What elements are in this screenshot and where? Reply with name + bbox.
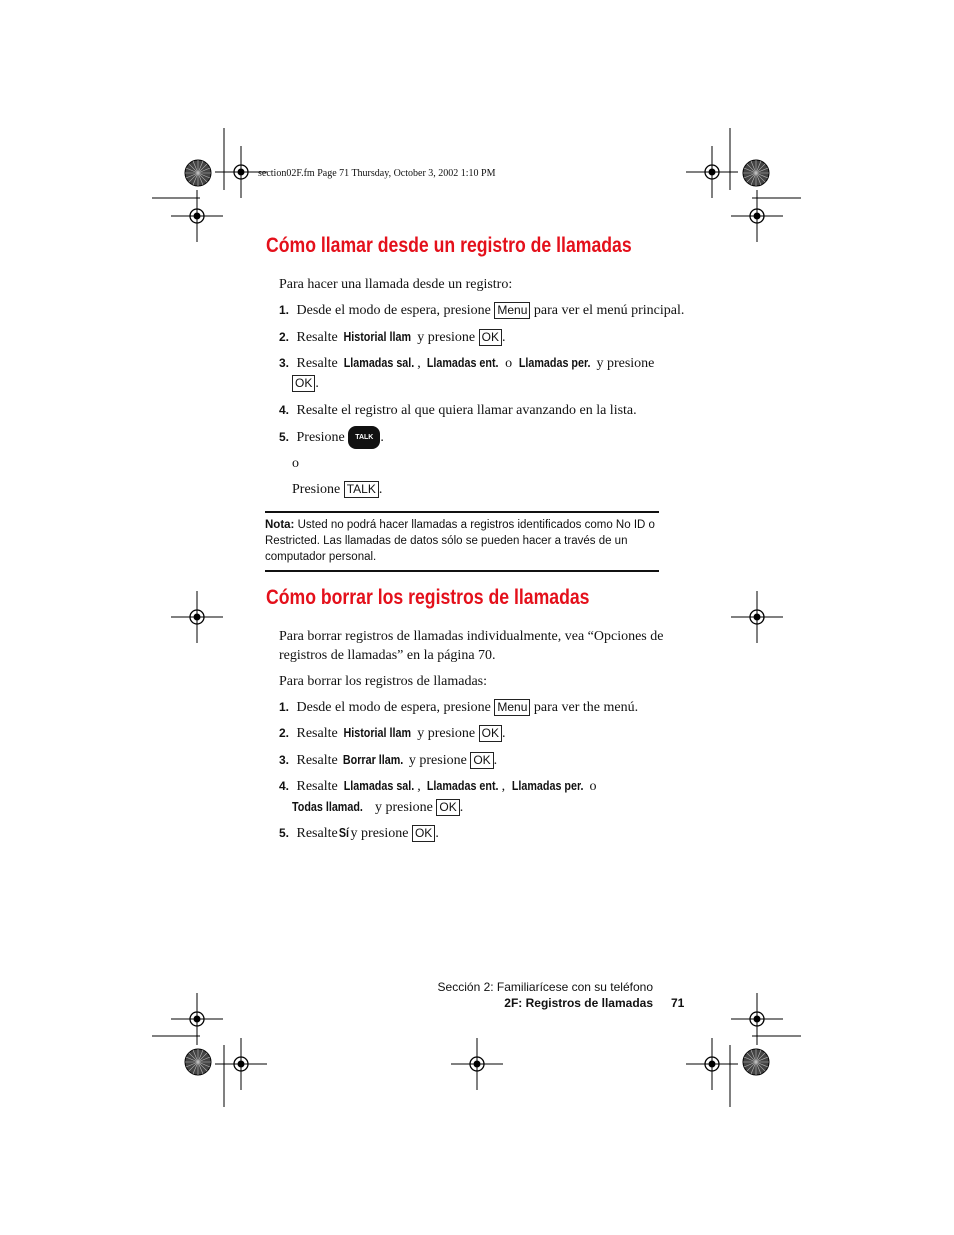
step-number: 1. (279, 700, 290, 714)
section1-step-1 (279, 300, 684, 321)
step-text: Resalte (296, 330, 338, 345)
section2-step-4 (279, 776, 596, 797)
separator: , (417, 779, 421, 794)
file-info-header: section02F.fm Page 71 Thursday, October 3, 2002 1:10 PM (258, 168, 496, 179)
step-text: Presione (292, 482, 341, 497)
section-title-delete-logs (266, 586, 651, 610)
section2-step-4-cont (292, 797, 463, 818)
punctuation: . (378, 482, 383, 497)
footer-section-name: Sección 2: Familiarícese con su teléfono (437, 980, 653, 994)
menu-key: Menu (494, 302, 530, 319)
step-text: y presione (350, 826, 409, 841)
section1-step-2 (279, 327, 506, 348)
ok-key: OK (436, 799, 459, 816)
section-title-text: Cómo llamar desde un registro de llamadas (266, 234, 632, 257)
step-number: 4. (279, 403, 290, 417)
step-number: 5. (279, 430, 290, 444)
separator: , (501, 779, 506, 794)
note-top-rule (265, 511, 659, 513)
menu-term: Todas llamad. (292, 800, 363, 814)
section1-step-5-alt (292, 479, 382, 500)
step-text: y presione (417, 330, 476, 345)
step-text: Resalte el registro al que quiera llamar avanzando en la lista. (296, 403, 637, 418)
section2-intro-line1: Para borrar registros de llamadas individualmente, vea “Opciones de (279, 629, 664, 644)
step-text: para ver el menú principal. (533, 303, 685, 318)
punctuation: . (502, 330, 506, 345)
menu-term: Historial llam (343, 330, 412, 344)
step-text: Desde el modo de espera, presione (296, 700, 491, 715)
step-text: Resalte (296, 726, 338, 741)
page-number: 71 (671, 996, 685, 1010)
step-number: 4. (279, 779, 290, 793)
section-title-text: Cómo borrar los registros de llamadas (266, 586, 590, 609)
step-number: 5. (279, 826, 290, 840)
punctuation: . (435, 826, 439, 841)
section1-step-3 (279, 353, 654, 374)
punctuation: . (493, 753, 498, 768)
ok-key: OK (292, 375, 315, 392)
separator: o (589, 779, 597, 794)
footer-chapter-name: 2F: Registros de llamadas (504, 996, 653, 1010)
ok-key: OK (479, 725, 502, 742)
note-bottom-rule (265, 570, 659, 572)
ok-key: OK (479, 329, 502, 346)
talk-key: TALK (344, 481, 379, 498)
step-text: y presione (408, 753, 467, 768)
section1-intro: Para hacer una llamada desde un registro: (279, 277, 513, 292)
step-text: para ver the menú. (533, 700, 639, 715)
section1-step-4 (279, 400, 637, 421)
section2-step-2 (279, 723, 506, 744)
ok-key: OK (412, 825, 435, 842)
menu-term: Borrar llam. (343, 753, 404, 767)
section1-step-5 (279, 426, 384, 449)
step-text: Resalte (296, 779, 338, 794)
punctuation: . (502, 726, 506, 741)
step-number: 1. (279, 303, 290, 317)
step-text: y presione (596, 356, 655, 371)
section1-step-5-or: o (292, 456, 299, 471)
separator: , (417, 356, 421, 371)
step-number: 3. (279, 753, 290, 767)
note-label: Nota: (265, 519, 295, 531)
section2-intro2: Para borrar los registros de llamadas: (279, 674, 487, 689)
step-text: Resalte (296, 826, 338, 841)
section2-intro-line2: registros de llamadas” en la página 70. (279, 648, 496, 663)
step-text: y presione (417, 726, 476, 741)
menu-term: Llamadas per. (511, 779, 584, 793)
menu-term: Historial llam (343, 726, 412, 740)
ok-key: OK (470, 752, 493, 769)
section1-step-3-cont (292, 373, 319, 394)
step-text: Presione (296, 430, 345, 445)
step-number: 2. (279, 330, 290, 344)
section2-step-3 (279, 750, 497, 771)
note-box (265, 517, 657, 565)
section2-step-1 (279, 697, 638, 718)
step-text: Resalte (296, 356, 338, 371)
step-number: 2. (279, 726, 290, 740)
section2-step-5 (279, 823, 439, 844)
menu-term: Llamadas ent. (427, 356, 499, 370)
menu-key: Menu (494, 699, 530, 716)
step-text: Resalte (296, 753, 338, 768)
punctuation: . (380, 430, 384, 445)
punctuation: . (315, 376, 319, 391)
menu-term: Sí (339, 826, 350, 840)
menu-term: Llamadas sal. (343, 356, 415, 370)
menu-term: Llamadas sal. (343, 779, 415, 793)
step-text: y presione (374, 800, 433, 815)
note-text: Usted no podrá hacer llamadas a registros identificados como No ID o Restricted. Las llamadas de datos sólo se pueden hacer a través de un computador personal. (265, 519, 655, 563)
step-text: Desde el modo de espera, presione (296, 303, 491, 318)
menu-term: Llamadas per. (518, 356, 591, 370)
step-number: 3. (279, 356, 290, 370)
section-title-call-from-log (266, 234, 701, 258)
menu-term: Llamadas ent. (427, 779, 499, 793)
separator: o (505, 356, 513, 371)
punctuation: . (459, 800, 464, 815)
talk-key-icon: TALK (348, 426, 380, 449)
